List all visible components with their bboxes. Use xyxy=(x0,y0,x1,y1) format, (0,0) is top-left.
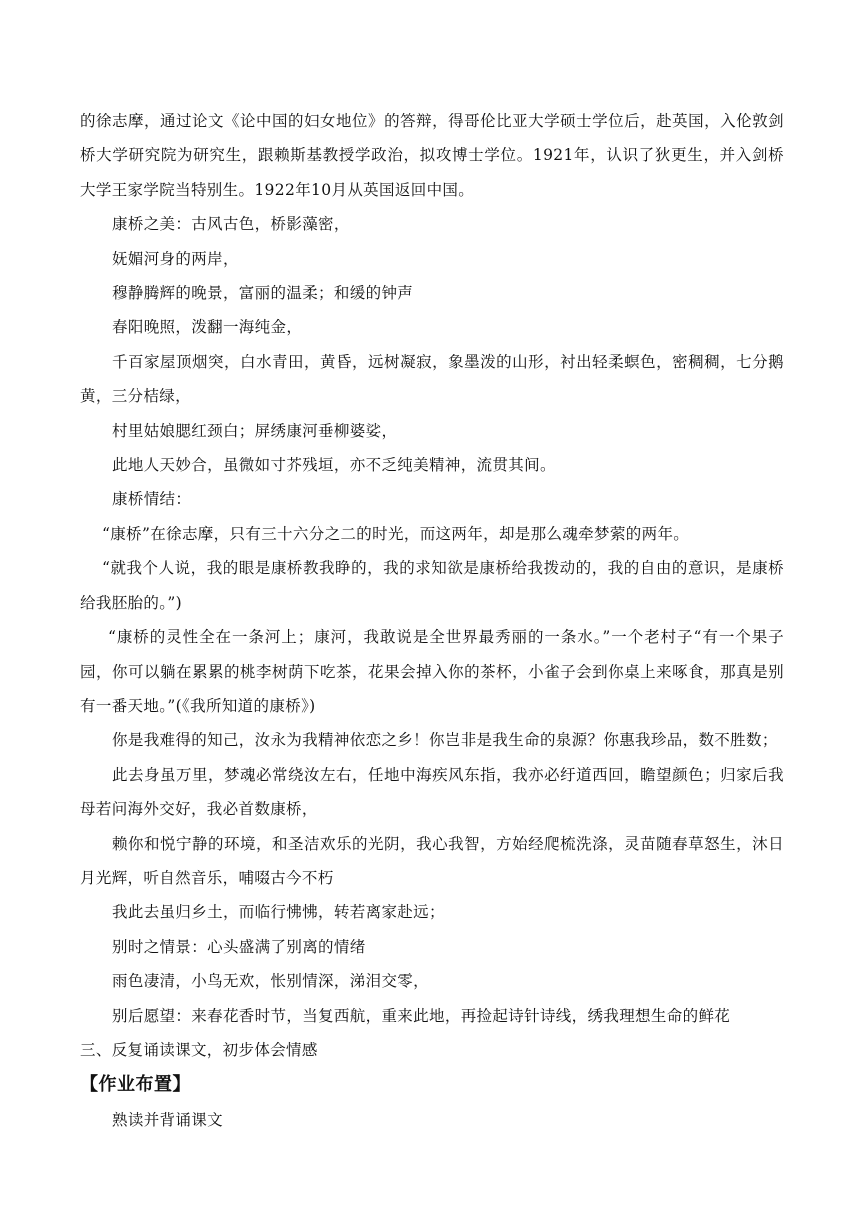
paragraph-bio: 的徐志摩，通过论文《论中国的妇女地位》的答辩，得哥伦比亚大学硕士学位后，赴英国，入伦敦剑桥大学研究院为研究生，跟赖斯基教授学政治，拟攻博士学位。1921年，认识了狄更生，并入剑桥大学王家学院当特别生。1922年10月从英国返回中国。 xyxy=(80,112,784,199)
document-body xyxy=(80,104,784,1138)
paragraph-beauty-line: 村里姑娘腮红颈白；屏绣康河垂柳婆娑， xyxy=(112,421,398,440)
paragraph-farewell: 我此去虽归乡土，而临行怫怫，转若离家赴远； xyxy=(112,903,445,922)
paragraph-beauty-line: 此地人天妙合，虽微如寸芥残垣，亦不乏纯美精神，流贯其间。 xyxy=(112,456,556,475)
paragraph-beauty-line: 春阳晚照，泼翻一海纯金， xyxy=(112,318,303,337)
paragraph-wish: 别后愿望：来春花香时节，当复西航，重来此地，再捡起诗针诗线，绣我理想生命的鲜花 xyxy=(112,1006,731,1025)
paragraph-beauty-line: 千百家屋顶烟突，白水青田，黄昏，远树凝寂，象墨泼的山形，衬出轻柔螟色，密稠稠，七分鹅黄，三分桔绿， xyxy=(80,352,784,406)
paragraph-beauty-line: 穆静腾辉的晚景，富丽的温柔；和缓的钟声 xyxy=(112,284,414,303)
paragraph-complex-title: 康桥情结： xyxy=(112,490,192,509)
paragraph-quote: “康桥”在徐志摩，只有三十六分之二的时光，而这两年，却是那么魂牵梦萦的两年。 xyxy=(102,524,690,543)
paragraph-quote: “就我个人说，我的眼是康桥教我睁的，我的求知欲是康桥给我拨动的，我的自由的意识，是康桥给我胚胎的。”) xyxy=(80,559,784,612)
paragraph-parting-title: 别时之情景：心头盛满了别离的情绪 xyxy=(112,937,366,956)
paragraph-beauty-title: 康桥之美：古风古色，桥影藻密， xyxy=(112,215,350,234)
paragraph-parting-line: 雨色凄清，小鸟无欢，怅别情深，涕泪交零， xyxy=(112,972,430,991)
section-heading: 三、反复诵读课文，初步体会情感 xyxy=(80,1040,318,1059)
paragraph-quote: “康桥的灵性全在一条河上；康河，我敢说是全世界最秀丽的一条水。”一个老村子“有一个果子园，你可以躺在累累的桃李树荫下吃茶，花果会掉入你的茶杯，小雀子会到你桌上来啄食，那真是别有一番天地。”(《我所知道的康桥》) xyxy=(80,628,784,715)
paragraph-farewell: 你是我难得的知己，汝永为我精神依恋之乡！你岂非是我生命的泉源？你惠我珍品，数不胜数； xyxy=(112,731,778,750)
paragraph-beauty-line: 妩媚河身的两岸， xyxy=(112,249,239,268)
homework-heading: 【作业布置】 xyxy=(80,1074,191,1096)
paragraph-farewell: 此去身虽万里，梦魂必常绕汝左右，任地中海疾风东指，我亦必纡道西回，瞻望颜色；归家后我母若问海外交好，我必首数康桥， xyxy=(80,765,784,819)
homework-item: 熟读并背诵课文 xyxy=(112,1111,223,1130)
paragraph-farewell: 赖你和悦宁静的环境，和圣洁欢乐的光阴，我心我智，方始经爬梳洗涤，灵苗随春草怒生，沐日月光辉，听自然音乐，哺啜古今不朽 xyxy=(80,834,784,887)
